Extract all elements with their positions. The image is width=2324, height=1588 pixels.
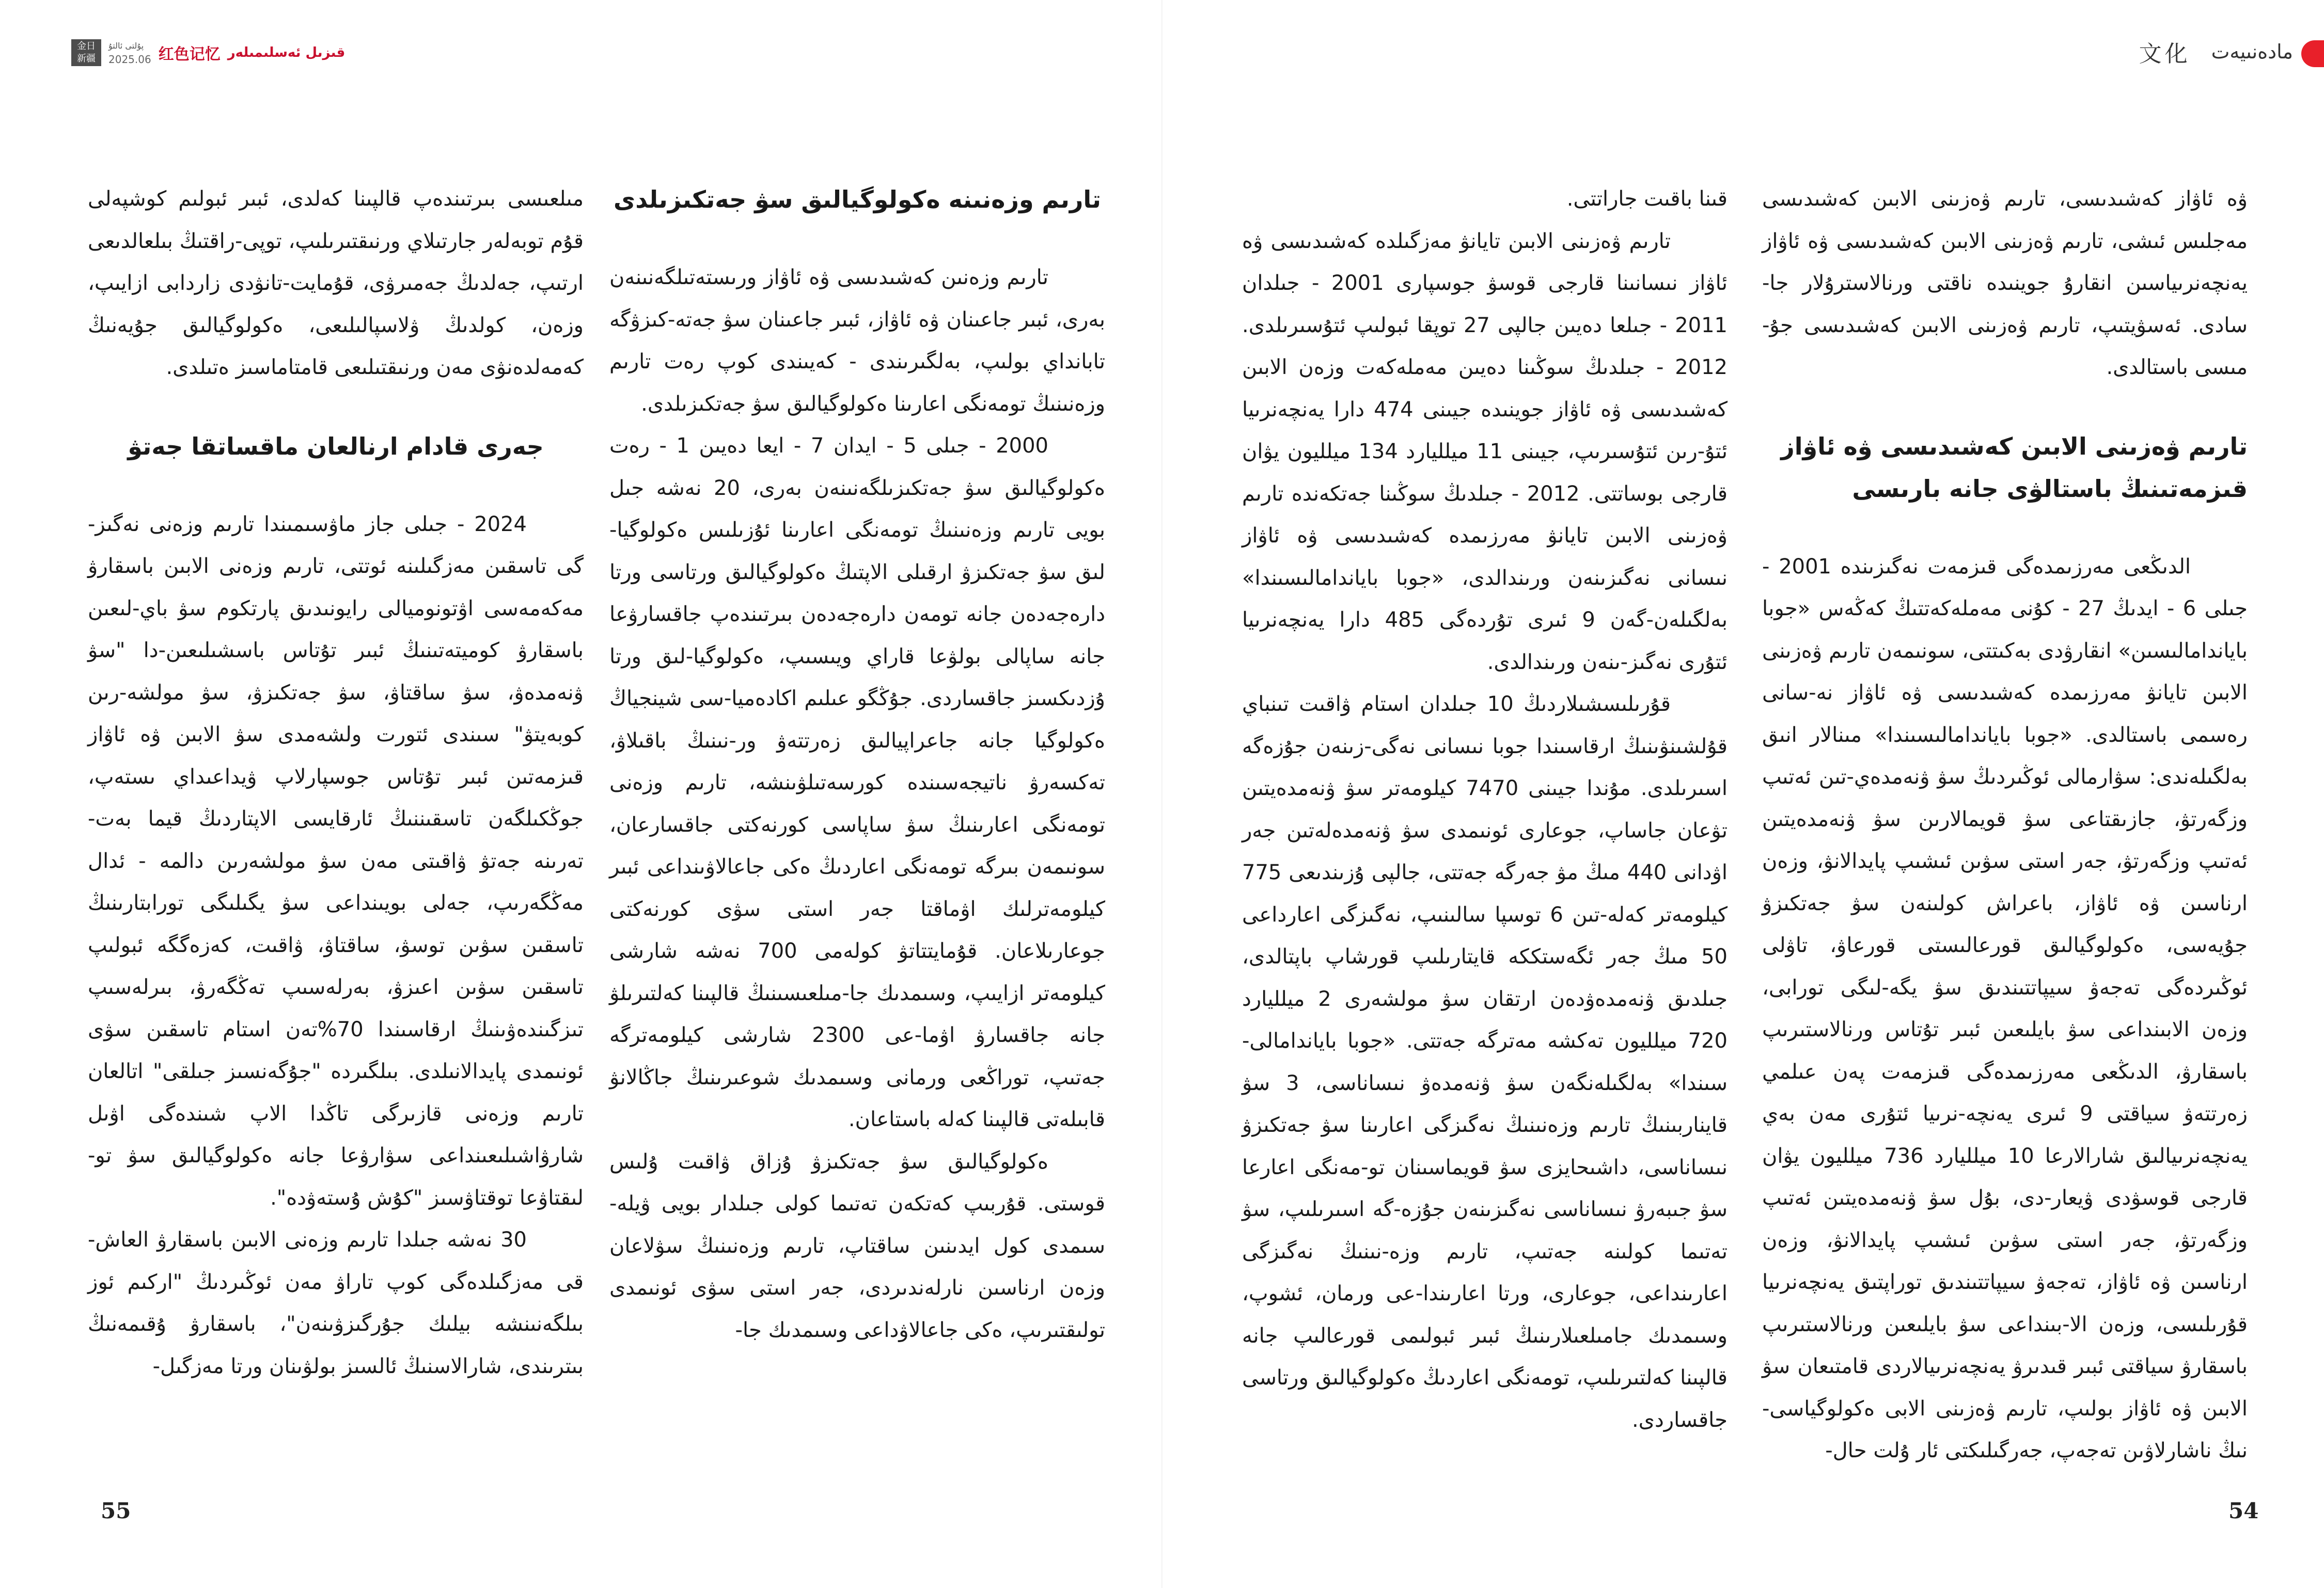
- column-left-inner: [609, 178, 1105, 1351]
- page-number-right: 54: [2228, 1498, 2259, 1523]
- paragraph: ۋە ئاۋاز كەشىدىسى، تارىم ۋەزىنى الابىن كەشىدىسى مەجلىس ئىشى، تارىم ۋەزىنى الابىن كەشىدىسى ۋە ئاۋاز يەنچەنرىياسىن انقارۇ جوينىدە ناقتى ورنالاسترۇلار جا-سادى. ئەسۋيتىپ، تارىم ۋەزىنى الابىن كەشىدىسى جۇ-مىسى باستالدى.: [1762, 187, 2248, 379]
- section-heading: جەرى قادام ارنالعان ماقساتقا جەتۋ: [128, 432, 544, 460]
- column-left-outer: [88, 178, 584, 1388]
- paragraph: تارىم ۋەزىنى الابىن تايانۋ مەزگىلدە كەشىدىسى ۋە ئاۋاز نىسانىنا قارجى قوسۋ جوسپارى 2001 - جىلدان 2011 - جىلعا دەيىن جالپى 27 توپقا ئبولىپ ئتۇسىرىلدى. 2012 - جىلدىڭ سوڭىنا دەيىن مەملەكەت وزەن الابىن كەشىدىسى ۋە ئاۋاز جوينىدە جيىنى 474 دارا يەنچەنرىيا ئتۇ-رىن ئتۇسىرىپ، جيىنى 11 ميلليارد 134 ميلليون يۋان قارجى بوساتتى. 2012 - جىلدىڭ سوڭىنا جەتكەندە تارىم ۋەزىنى الابىن تايانۋ مەرزىمدە كەشىدىسى ۋە ئاۋاز نىسانى نەگىزىنەن ورىندالدى، «جوبا باياندامالىسىندا» بەلگىلەن-گەن 9 ئىرى تۇردەگى 485 دارا يەنچەنرىيا ئتۇرى نەگىز-ىنەن ورىندالدى.: [1242, 229, 1728, 674]
- logo-side-text: [108, 39, 151, 66]
- column-right-inner: [1242, 178, 1728, 1441]
- paragraph: الدىڭعى مەرزىمدەگى قىزمەت نەگىزىندە 2001 - جىلى 6 - ايدىڭ 27 - كۇنى مەملەكەتتىڭ كەڭەس «جوبا باياندامالىسىن» انقارۋدى بەكىتتى، سونىمەن تارىم ۋەزىنى الابىن تايانۋ مەرزىمدە كەشىدىسى ۋە ئاۋاز نە-سانى رەسمى باستالدى. «جوبا باياندامالىسىندا» مىنالار انىق بەلگىلەندى: سۋارمالى ئوڭىردىڭ سۋ ۋنەمدەي-تىن ئەتىپ وزگەرتۋ، جازىقتاعى سۋ قويمالارىن سۋ ۋنەمدەيتىن ئەتىپ وزگەرتۋ، جەر استى سۋىن ئىشىپ پايدالانۋ، وزەن ارناسىن ۋە ئاۋاز، باعراش كولىنەن سۋ جەتكىزۋ جۇيەسى، ەكولوگيالىق قورعالىستى قورعاۋ، تاۋلى ئوڭىردەگى تەجەۋ سيپاتتىندىق سۋ يگە-لىگى تورابى، وزەن الابىنداعى سۋ بايلىعىن ئبىر تۇتاس ورنالاستىرىپ باسقارۋ، الدىڭعى مەرزىمدەگى قىزمەت پەن عىلمي زەرتتەۋ سياقتى 9 ئىرى يەنچە-نرىيا ئتۇرى مەن بەي يەنچەنرىيالىق شارالارعا 10 ميلليارد 736 ميلليون يۋان قارجى قوسۋدى ۋيعار-دى، بۇل سۋ ۋنەمدەيتىن ئەتىپ وزگەرتۋ، جەر استى سۋىن ئىشىپ پايدالانۋ، وزەن ارناسىن ۋە ئاۋاز، تەجەۋ سيپاتتىندىق توراپتىق يەنچەنرىيا قۇرىلىسى، وزەن الا-بىنداعى سۋ بايلىعىن ورنالاستىرىپ باسقارۋ سياقتى ئبىر قىدىرۋ يەنچەنرىيالاردى قامتىعان سۋ الابىن ۋە ئاۋاز بولىپ، تارىم ۋەزىنى الابى ەكولوگياسى-نىڭ ناشارلاۋىن تەجەپ، جەرگىلىكتى ئار ۇلت حال-: [1762, 554, 2248, 1462]
- issue-date: 2025.06: [108, 53, 151, 66]
- paragraph: ەكولوگيالىق سۋ جەتكىزۋ ۇزاق ۋاقىت ۇلىس قوستى. قۇربىپ كەتكەن تەتىما كولى جىلدار بويى ۋيلە-سىمدى كول ايدىنىن ساقتاپ، تارىم وزەنىنىڭ سۋلاعان وزەن ارناسىن نارلەندىردى، جەر استى سۋى ئونىمدى تولىقتىرىپ، ەكى جاعالاۋداعى وسىمدىك جا-: [609, 1149, 1105, 1342]
- section-title-ug: قىزىل ئەسلىمىلەر: [227, 45, 346, 60]
- section-heading: تارىم ۋەزىنى الابىن كەشىدىسى ۋە ئاۋاز قىزمەتىنىڭ باستالۋى جانە بارىسى: [1781, 432, 2248, 503]
- section-heading: تارىم وزەنىنە ەكولوگيالىق سۋ جەتكىزىلدى: [614, 185, 1101, 213]
- paragraph: 2024 - جىلى جاز ماۋسىمىندا تارىم وزەنى نەگىز-گى تاسقىن مەزگىلىنە ئوتتى، تارىم وزەنى الابىن باسقارۋ مەكەمەسى اۋتونوميالى رايونىدىق پارتكوم سۋ باي-لىعىن باسقارۋ كوميتەتىنىڭ ئبىر تۇتاس باسشىلىعىن-دا "سۋ ۋنەمدەۋ، سۋ ساقتاۋ، سۋ جەتكىزۋ، سۋ مولشە-رىن كوبەيتۋ" سىندى ئتورت ولشەمدى سۋ الابىن ۋە ئاۋاز قىزمەتىن ئبىر تۇتاس جوسپارلاپ ۋيداعىداي ىستەپ، جوڭكىلگەن تاسقىننىڭ ئارقايسى الاپتاردىڭ قيما بەت-تەرىنە جەتۋ ۋاقىتى مەن سۋ مولشەرىن دالمە - ئدال مەڭگەرىپ، جەلى بويىنداعى سۋ يگىلىگى تورابتارىنىڭ تاسقىن سۋىن توسۋ، ساقتاۋ، ۋاقىت، كەزەگگە ئبولىپ تاسقىن سۋىن اعىزۋ، بەرلەسىپ تەڭگەرۋ، بىرلەسىپ تىزگىندەۋىنىڭ ارقاسىندا 70%تەن استام تاسقىن سۋى ئونىمدى پايدالانىلدى. بىلگىردە "جۇگەنسىز جىلقى" اتالعان تارىم وزەنى قازىرگى تاڭدا الاپ شىندەگى اۋىل شارۋاشىلىعىنداعى سۋارۋعا جانە ەكولوگيالىق سۋ تو-لىقتاۋعا توقتاۋسىز "كۇش ۇستەۋدە".: [88, 512, 584, 1210]
- magazine-header: [71, 37, 345, 68]
- column-right-outer: [1762, 178, 2248, 1472]
- section-tab-marker: [2301, 40, 2324, 67]
- page-number-left: 55: [101, 1498, 131, 1523]
- paragraph: مىلعىسى بىرتىندەپ قالپىنا كەلدى، ئبىر ئبولىم كوشپەلى قۇم توبەلەر جارتىلاي ورنىقتىرىلىپ، توپى-راقتىڭ بىلعالدىعى ارتىپ، جەلدىڭ جەمىرۋى، قۇمايت-تانۋدى زاردابى ازايىپ، وزەن، كولدىڭ ۋلاسپالىلىعى، ەكولوگيالىق جۇيەنىڭ كەمەلدەنۋى مەن ورنىقتىلىعى قامتاماسىز ەتىلدى.: [88, 187, 584, 379]
- section-label-cn: 文化: [2139, 41, 2191, 67]
- section-title-cn: 红色记忆: [158, 45, 221, 64]
- magazine-logo: 金日 新疆: [71, 39, 101, 66]
- paragraph: قۇرىلىسشىلاردىڭ 10 جىلدان استام ۋاقىت تىنباي قۇلشىنۋىنىڭ ارقاسىندا جوبا نىسانى نەگى-زىنەن جۇزەگە اسىرىلدى. مۇندا جيىنى 7470 كيلومەتر سۋ ۋنەمدەيتىن تۋعان جاساپ، جوعارى ئونىمدى سۋ ۋنەمدەلەتىن جەر اۋدانى 440 مىڭ مۋ جەرگە جەتتى، جالپى ۇزىندىعى 775 كيلومەتر كەلە-تىن 6 توسپا سالىنىپ، نەگىزگى اعارداعى 50 مىڭ جەر ئگەستككە قايتارىلىپ قورشاپ باپتالدى، جىلدىق ۋنەمدەۋدەن ارتقان سۋ مولشەرى 2 ميلليارد 720 ميلليون تەكشە مەترگە جەتتى. «جوبا باياندامالى-سىندا» بەلگىلەنگەن سۋ ۋنەمدەۋ نىساناسى، 3 سۋ قايناربىنىڭ تارىم وزەنىنىڭ نەگىزگى اعارىنا سۋ جەتكىزۋ نىساناسى، داشىحايزى سۋ قويماسىنان تو-مەنگى اعارعا سۋ جىبەرۋ نىساناسى نەگىزىنەن جۇزە-گە اسىرىلىپ، سۋ تەتىما كولىنە جەتىپ، تارىم وزە-نىنىڭ نەگىزگى اعارىنداعى، جوعارى، ورتا اعارىندا-عى ورمان، ئشوپ، وسىمدىك جامىلعىلارىنىڭ ئبىر ئبولىمى قورعالىپ جانە قالپىنا كەلتىرىلىپ، تومەنگى اعاردىڭ ەكولوگيالىق ورتاسى جاقساردى.: [1242, 692, 1728, 1432]
- section-label-ug: مادەنىيەت: [2211, 40, 2293, 63]
- logo-side-label: پۇلتى ئالتۇ: [108, 41, 144, 51]
- paragraph: 30 نەشە جىلدا تارىم وزەنى الابىن باسقارۋ العاش-قى مەزگىلدەگى كوپ تاراۋ مەن ئوڭىردىڭ "اركىم ئوز بىلگەنىنشە بيلىك جۇرگىزۋىنەن"، باسقارۋ ۇقىمەنىڭ بىترىندى، شارالاسنىڭ ئالسىز بولۋىنان ورتا مەزگىل-: [88, 1228, 584, 1378]
- section-header: [2139, 36, 2293, 67]
- paragraph: تارىم وزەنىن كەشىدىسى ۋە ئاۋاز ورىستەتىلگەنىنەن بەرى، ئبىر جاعىنان ۋە ئاۋاز، ئبىر جاعىنان سۋ جەتە-كىزۋگە تابانداي بولىپ، بەلگىرىندى - كەيىندى كوپ رەت تارىم وزەنىنىڭ تومەنگى اعارىنا ەكولوگيالىق سۋ جەتكىزىلدى.: [609, 266, 1105, 416]
- paragraph: قىنا باقىت جاراتتى.: [1566, 187, 1728, 211]
- paragraph: 2000 - جىلى 5 - ايدان 7 - ايعا دەيىن 1 - رەت ەكولوگيالىق سۋ جەتكىزىلگەنىنەن بەرى، 20 نەشە جىل بويى تارىم وزەنىنىڭ تومەنگى اعارىنا ئۇزىلىس ەكولوگيا-لىق سۋ جەتكىزۋ ارقىلى الاپتىڭ ەكولوگيالىق ورتاسى ورتا دارەجەدەن جانە تومەن دارەجەدەن بىرتىندەپ جاقسارۋعا جانە ساپالى بولۋعا قاراي ويىسىپ، ەكولوگيا-لىق ورتا ۇزدىكسىز جاقساردى. جۇڭگو عىلىم اكادەميا-سى شينجياڭ ەكولوگيا جانە جاعراپيالىق زەرتتەۋ ور-نىنىڭ باقىلاۋ، تەكسەرۋ ناتيجەسىندە كورسەتىلۋىنشە، تارىم وزەنى تومەنگى اعارىنىڭ سۋ ساپاسى كورنەكتى جاقسارعان، سونىمەن بىرگە تومەنگى اعاردىڭ ەكى جاعالاۋىنداعى ئبىر كيلومەترلىك اۋماقتا جەر استى سۋى كورنەكتى جوعارىلاعان. قۇمايتتاتۋ كولەمى 700 نەشە شارشى كيلومەتر ازايىپ، وسىمدىك جا-مىلعىسىنىڭ قالپىنا كەلتىرىلۋ جانە جاقسارۋ اۋما-عى 2300 شارشى كيلومەترگە جەتىپ، توراڭعى ورمانى وسىمدىك شوعىرىنىڭ جاڭالانۋ قابىلەتى قالپىنا كەلە باستاعان.: [609, 434, 1106, 1131]
